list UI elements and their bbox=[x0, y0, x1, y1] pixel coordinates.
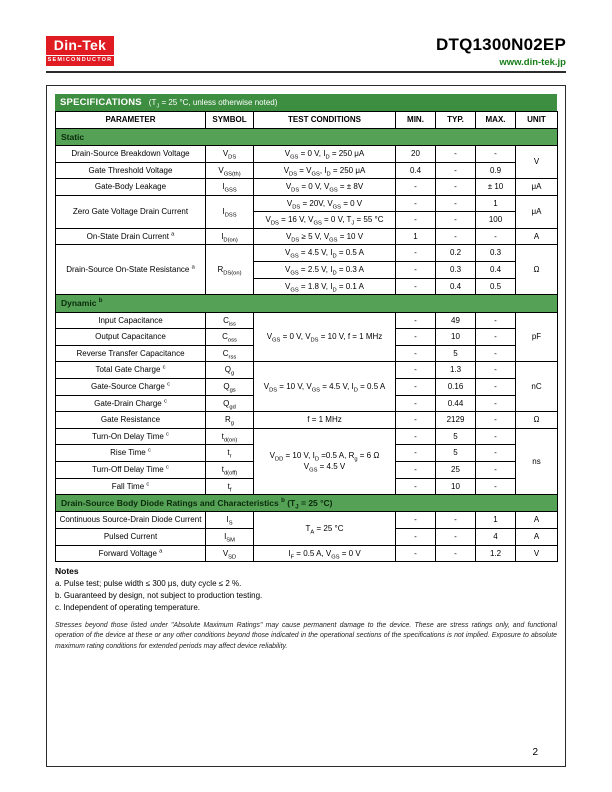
section-label: Drain-Source Body Diode Ratings and Characteristics $^b$ ($T_J = 25$ °C) bbox=[56, 495, 558, 512]
cond-cell: f = 1 MHz bbox=[254, 412, 396, 429]
unit-cell: pF bbox=[516, 312, 558, 362]
table-row bbox=[56, 245, 558, 262]
min-cell: 1 bbox=[396, 228, 436, 245]
note-item-c: c. Independent of operating temperature. bbox=[55, 602, 200, 612]
min-cell: - bbox=[396, 461, 436, 478]
symbol-cell: $R_g$ bbox=[206, 412, 254, 429]
max-cell: - bbox=[476, 145, 516, 162]
typ-cell: 2129 bbox=[436, 412, 476, 429]
max-cell: - bbox=[476, 445, 516, 462]
max-cell: - bbox=[476, 228, 516, 245]
col-header-max: MAX. bbox=[476, 112, 516, 129]
symbol-cell: $V_{SD}$ bbox=[206, 545, 254, 562]
typ-cell: - bbox=[436, 145, 476, 162]
min-cell: - bbox=[396, 345, 436, 362]
typ-cell: - bbox=[436, 179, 476, 196]
symbol-cell: $Q_{gs}$ bbox=[206, 378, 254, 395]
specifications-title: SPECIFICATIONS bbox=[60, 97, 142, 108]
min-cell: - bbox=[396, 212, 436, 229]
symbol-cell: $V_{DS}$ bbox=[206, 145, 254, 162]
typ-cell: 10 bbox=[436, 478, 476, 495]
section-row-diode bbox=[56, 495, 558, 512]
typ-cell: 5 bbox=[436, 445, 476, 462]
typ-cell: - bbox=[436, 228, 476, 245]
max-cell: 1 bbox=[476, 195, 516, 212]
max-cell: - bbox=[476, 395, 516, 412]
min-cell: - bbox=[396, 395, 436, 412]
col-header-test-conditions: TEST CONDITIONS bbox=[254, 112, 396, 129]
param-cell: Input Capacitance bbox=[56, 312, 206, 329]
section-label: Dynamic $^b$ bbox=[56, 295, 558, 312]
max-cell: 1.2 bbox=[476, 545, 516, 562]
col-header-parameter: PARAMETER bbox=[56, 112, 206, 129]
min-cell: - bbox=[396, 412, 436, 429]
cond-cell: $V_{GS} = 4.5$ V, $I_D = 0.5$ A bbox=[254, 245, 396, 262]
dintek-logo bbox=[46, 36, 114, 66]
table-row bbox=[56, 412, 558, 429]
max-cell: 0.4 bbox=[476, 262, 516, 279]
section-row-static bbox=[56, 128, 558, 145]
cond-cell: $V_{DS} = 0$ V, $V_{GS}$ = ± 8V bbox=[254, 179, 396, 196]
param-cell: Turn-On Delay Time $^c$ bbox=[56, 428, 206, 445]
table-row bbox=[56, 428, 558, 445]
col-header-min: MIN. bbox=[396, 112, 436, 129]
symbol-cell: $C_{rss}$ bbox=[206, 345, 254, 362]
param-cell: Forward Voltage $^a$ bbox=[56, 545, 206, 562]
cond-cell: $V_{DS} = 16$ V, $V_{GS} = 0$ V, $T_J = 55$ °C bbox=[254, 212, 396, 229]
max-cell: - bbox=[476, 378, 516, 395]
param-cell: Turn-Off Delay Time $^c$ bbox=[56, 461, 206, 478]
page-header bbox=[46, 34, 566, 73]
table-row bbox=[56, 545, 558, 562]
max-cell: - bbox=[476, 362, 516, 379]
typ-cell: - bbox=[436, 512, 476, 529]
symbol-cell: $V_{GS(th)}$ bbox=[206, 162, 254, 179]
max-cell: 0.9 bbox=[476, 162, 516, 179]
unit-cell: A bbox=[516, 228, 558, 245]
typ-cell: - bbox=[436, 212, 476, 229]
specifications-condition-note: ($T_J = 25$ °C, unless otherwise noted) bbox=[148, 98, 278, 110]
table-row bbox=[56, 195, 558, 212]
note-item-b: b. Guaranteed by design, not subject to production testing. bbox=[55, 590, 263, 600]
param-cell: Gate Resistance bbox=[56, 412, 206, 429]
typ-cell: - bbox=[436, 195, 476, 212]
col-header-unit: UNIT bbox=[516, 112, 558, 129]
typ-cell: 10 bbox=[436, 329, 476, 346]
logo-title: Din-Tek bbox=[53, 37, 107, 53]
param-cell: Gate-Body Leakage bbox=[56, 179, 206, 196]
min-cell: - bbox=[396, 545, 436, 562]
max-cell: - bbox=[476, 478, 516, 495]
cond-line-1: $V_{DD} = 10$ V, $I_D =0.5$ A, $R_g = 6$ Ω bbox=[269, 450, 380, 463]
unit-cell: ns bbox=[516, 428, 558, 494]
unit-cell: V bbox=[516, 545, 558, 562]
notes-block bbox=[55, 565, 557, 614]
website-link[interactable]: www.din-tek.jp bbox=[499, 57, 566, 68]
symbol-cell: $t_r$ bbox=[206, 445, 254, 462]
cond-line-2: $V_{GS} = 4.5$ V bbox=[303, 462, 346, 474]
table-row bbox=[56, 312, 558, 329]
max-cell: 0.5 bbox=[476, 278, 516, 295]
unit-cell: A bbox=[516, 512, 558, 529]
symbol-cell: $I_S$ bbox=[206, 512, 254, 529]
column-header-row bbox=[56, 112, 558, 129]
param-cell: Gate-Source Charge $^c$ bbox=[56, 378, 206, 395]
cond-cell: $I_F = 0.5$ A, $V_{GS} = 0$ V bbox=[254, 545, 396, 562]
typ-cell: - bbox=[436, 545, 476, 562]
min-cell: - bbox=[396, 179, 436, 196]
param-cell: Pulsed Current bbox=[56, 529, 206, 546]
min-cell: - bbox=[396, 195, 436, 212]
max-cell: 100 bbox=[476, 212, 516, 229]
cond-cell: $V_{DS} = 20V$, $V_{GS} = 0$ V bbox=[254, 195, 396, 212]
symbol-cell: $t_f$ bbox=[206, 478, 254, 495]
content-box bbox=[46, 85, 566, 767]
section-row-dynamic bbox=[56, 295, 558, 312]
cond-cell: $V_{GS} = 2.5$ V, $I_D = 0.3$ A bbox=[254, 262, 396, 279]
symbol-cell: $t_{d(off)}$ bbox=[206, 461, 254, 478]
max-cell: - bbox=[476, 345, 516, 362]
symbol-cell: $I_{DSS}$ bbox=[206, 195, 254, 228]
note-item-a: a. Pulse test; pulse width ≤ 300 μs, duty cycle ≤ 2 %. bbox=[55, 578, 242, 588]
max-cell: - bbox=[476, 412, 516, 429]
unit-cell: μA bbox=[516, 179, 558, 196]
unit-cell: μA bbox=[516, 195, 558, 228]
typ-cell: 0.44 bbox=[436, 395, 476, 412]
symbol-cell: $I_{GSS}$ bbox=[206, 179, 254, 196]
symbol-cell: $Q_g$ bbox=[206, 362, 254, 379]
typ-cell: 0.2 bbox=[436, 245, 476, 262]
col-header-symbol: SYMBOL bbox=[206, 112, 254, 129]
cond-cell: $T_A = 25$ °C bbox=[254, 512, 396, 545]
cond-cell: $V_{GS} = 0$ V, $V_{DS} = 10$ V, f = 1 MHz bbox=[254, 312, 396, 362]
symbol-cell: $t_{d(on)}$ bbox=[206, 428, 254, 445]
param-cell: Drain-Source Breakdown Voltage bbox=[56, 145, 206, 162]
disclaimer-text: Stresses beyond those listed under "Absolute Maximum Ratings" may cause permanent damage to the device. These are stress ratings only, and functional operation of the device at these or any other conditions beyond those indicated in the operational sections of the specifications is not implied. Exposure to absolute maximum rating conditions for extended periods may affect device reliability. bbox=[55, 621, 557, 650]
param-cell: Fall Time $^c$ bbox=[56, 478, 206, 495]
param-cell: Output Capacitance bbox=[56, 329, 206, 346]
cond-cell: $V_{DS} = 10$ V, $V_{GS} = 4.5$ V, $I_D = 0.5$ A bbox=[254, 362, 396, 412]
unit-cell: A bbox=[516, 529, 558, 546]
cond-cell: $V_{GS} = 0$ V, $I_D = 250$ μA bbox=[254, 145, 396, 162]
typ-cell: 5 bbox=[436, 345, 476, 362]
min-cell: - bbox=[396, 378, 436, 395]
symbol-cell: $C_{iss}$ bbox=[206, 312, 254, 329]
min-cell: 20 bbox=[396, 145, 436, 162]
table-row bbox=[56, 362, 558, 379]
typ-cell: - bbox=[436, 162, 476, 179]
param-cell: Gate Threshold Voltage bbox=[56, 162, 206, 179]
cond-cell: $V_{DS} = V_{GS}$, $I_D = 250$ μA bbox=[254, 162, 396, 179]
min-cell: - bbox=[396, 245, 436, 262]
min-cell: - bbox=[396, 312, 436, 329]
max-cell: - bbox=[476, 329, 516, 346]
typ-cell: 49 bbox=[436, 312, 476, 329]
table-row bbox=[56, 162, 558, 179]
symbol-cell: $C_{oss}$ bbox=[206, 329, 254, 346]
cond-cell bbox=[254, 428, 396, 494]
unit-cell: nC bbox=[516, 362, 558, 412]
symbol-cell: $I_{SM}$ bbox=[206, 529, 254, 546]
symbol-cell: $I_{D(on)}$ bbox=[206, 228, 254, 245]
typ-cell: - bbox=[436, 529, 476, 546]
param-cell: On-State Drain Current $^a$ bbox=[56, 228, 206, 245]
param-cell: Total Gate Charge $^c$ bbox=[56, 362, 206, 379]
max-cell: - bbox=[476, 461, 516, 478]
specifications-bar bbox=[55, 94, 557, 111]
specifications-table bbox=[55, 111, 558, 562]
param-cell: Rise Time $^c$ bbox=[56, 445, 206, 462]
min-cell: - bbox=[396, 512, 436, 529]
page-number: 2 bbox=[532, 747, 538, 758]
min-cell: - bbox=[396, 362, 436, 379]
symbol-cell: $Q_{gd}$ bbox=[206, 395, 254, 412]
min-cell: - bbox=[396, 278, 436, 295]
param-cell: Reverse Transfer Capacitance bbox=[56, 345, 206, 362]
min-cell: - bbox=[396, 329, 436, 346]
cond-cell: $V_{GS} = 1.8$ V, $I_D = 0.1$ A bbox=[254, 278, 396, 295]
max-cell: ± 10 bbox=[476, 179, 516, 196]
typ-cell: 1.3 bbox=[436, 362, 476, 379]
min-cell: - bbox=[396, 529, 436, 546]
param-cell: Gate-Drain Charge $^c$ bbox=[56, 395, 206, 412]
typ-cell: 5 bbox=[436, 428, 476, 445]
max-cell: 0.3 bbox=[476, 245, 516, 262]
min-cell: - bbox=[396, 428, 436, 445]
max-cell: 1 bbox=[476, 512, 516, 529]
symbol-cell: $R_{DS(on)}$ bbox=[206, 245, 254, 295]
min-cell: 0.4 bbox=[396, 162, 436, 179]
unit-cell: Ω bbox=[516, 245, 558, 295]
table-row bbox=[56, 145, 558, 162]
col-header-typ: TYP. bbox=[436, 112, 476, 129]
notes-title: Notes bbox=[55, 566, 79, 577]
typ-cell: 0.16 bbox=[436, 378, 476, 395]
max-cell: - bbox=[476, 428, 516, 445]
min-cell: - bbox=[396, 478, 436, 495]
min-cell: - bbox=[396, 445, 436, 462]
max-cell: - bbox=[476, 312, 516, 329]
typ-cell: 0.3 bbox=[436, 262, 476, 279]
section-label: Static bbox=[56, 128, 558, 145]
typ-cell: 25 bbox=[436, 461, 476, 478]
logo-subtitle: SEMICONDUCTOR bbox=[47, 57, 113, 63]
unit-cell: V bbox=[516, 145, 558, 178]
cond-cell: $V_{DS} \ge 5$ V, $V_{GS} = 10$ V bbox=[254, 228, 396, 245]
max-cell: 4 bbox=[476, 529, 516, 546]
typ-cell: 0.4 bbox=[436, 278, 476, 295]
table-row bbox=[56, 179, 558, 196]
param-cell: Continuous Source-Drain Diode Current bbox=[56, 512, 206, 529]
unit-cell: Ω bbox=[516, 412, 558, 429]
min-cell: - bbox=[396, 262, 436, 279]
part-number: DTQ1300N02EP bbox=[436, 35, 566, 54]
param-cell: Drain-Source On-State Resistance $^a$ bbox=[56, 245, 206, 295]
table-row bbox=[56, 228, 558, 245]
table-row bbox=[56, 512, 558, 529]
param-cell: Zero Gate Voltage Drain Current bbox=[56, 195, 206, 228]
